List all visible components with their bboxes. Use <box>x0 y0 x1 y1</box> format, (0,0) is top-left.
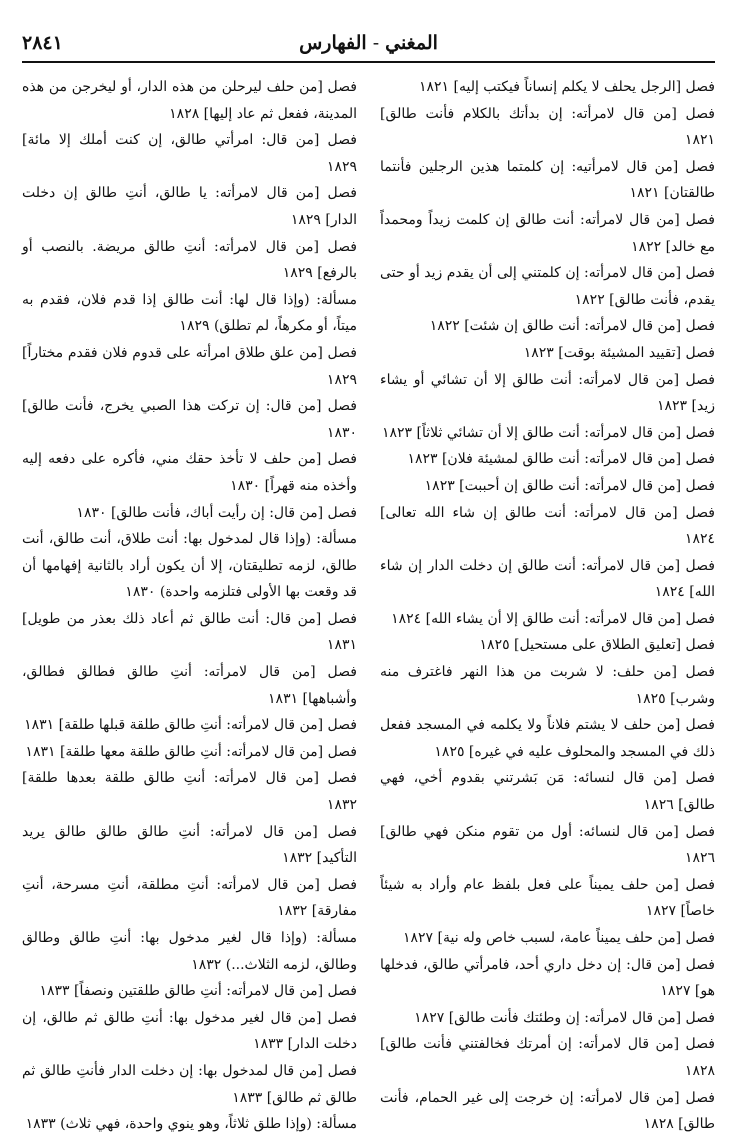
left-column <box>22 74 357 1138</box>
index-entry: فصل [من قال لامرأته: أنتِ طالق طلقة بعدها طلقة] ١٨٣٢ <box>22 770 357 814</box>
index-entry: مسألة: (وإذا قال لها: أنت طالق إذا قدم فلان، فقدم به ميتاً، أو مكرهاً، لم تطلق) ١٨٢٩ <box>22 291 357 335</box>
index-entry: فصل [من حلف: لا شربت من هذا النهر فاغترف منه وشرب] ١٨٢٥ <box>380 664 715 707</box>
index-entry: فصل [من قال لامرأته: أنت طالق إن دخلت الدار إن شاء الله] ١٨٢٤ <box>380 557 715 601</box>
index-entry: فصل [من حلف ليرحلن من هذه الدار، أو ليخرجن من هذه المدينة، ففعل ثم عاد إليها] ١٨٢٨ <box>22 79 357 122</box>
index-entry: فصل [من قال لغير مدخول بها: أنتِ طالق ثم طالق، إن دخلت الدار] ١٨٣٣ <box>22 1009 357 1053</box>
index-entry: فصل [الرجل يحلف لا يكلم إنساناً فيكتب إليه] ١٨٢١ <box>418 79 715 95</box>
book-title: المغني <box>385 32 438 54</box>
index-entry: فصل [من قال لامرأته: أنت طالق إلا أن تشائي ثلاثاً] ١٨٢٣ <box>382 424 715 441</box>
header-rule <box>22 61 715 63</box>
index-columns <box>22 74 715 1133</box>
index-entry: فصل [من قال لامرأته: أنت طالق إن كلمت زيداً ومحمداً مع خالد] ١٨٢٢ <box>380 211 715 255</box>
index-entry: فصل [من قال لامرأته: إن بدأتك بالكلام فأنت طالق] ١٨٢١ <box>380 105 715 149</box>
index-entry: فصل [من قال لامرأته: إن كلمتني إلى أن يقدم زيد أو حتى يقدم، فأنت طالق] ١٨٢٢ <box>380 265 715 308</box>
index-entry: فصل [من قال لامرأته: أنتِ طالق طلقة معها طلقة] ١٨٣١ <box>25 743 357 760</box>
index-entry: مسألة: (وإذا قال لغير مدخول بها: أنتِ طالق وطالق وطالق، لزمه الثلاث...) ١٨٣٢ <box>22 930 357 973</box>
index-entry: فصل [من قال لامرأته: أنتِ طالق مريضة. بالنصب أو بالرفع] ١٨٢٩ <box>22 238 357 282</box>
page-header <box>22 30 715 62</box>
index-entry: فصل [من قال: إن دخل داري أحد، فامرأتي طالق، فدخلها هو] ١٨٢٧ <box>380 956 715 1000</box>
index-entry: فصل [من قال لامرأته: أنتِ طالق طلقة قبلها طلقة] ١٨٣١ <box>24 717 357 734</box>
index-page <box>22 30 715 1133</box>
index-entry: فصل [من قال لامرأته: أنتِ طالق طلقتين ونصفاً] ١٨٣٣ <box>39 983 357 1000</box>
index-entry: فصل [تعليق الطلاق على مستحيل] ١٨٢٥ <box>479 637 715 654</box>
index-entry: فصل [من قال لامرأته: أنت طالق إن أحببت] ١٨٢٣ <box>424 477 715 494</box>
index-entry: مسألة: (وإذا قال لمدخول بها: أنت طلاق، أنت طالق، أنت طالق، لزمه تطليقتان، إلا أن يكون أراد بالثانية إفهامها أن قد وقعت بها الأولى فتلزمه واحدة) ١٨٣٠ <box>22 531 357 601</box>
index-entry: فصل [من قال لامرأته: أنت طالق إلا أن يشاء الله] ١٨٢٤ <box>391 610 715 627</box>
index-entry: فصل [من حلف يميناً عامة، لسبب خاص وله نية] ١٨٢٧ <box>402 930 715 946</box>
index-entry: فصل [من قال لامرأتيه: إن كلمتما هذين الرجلين فأنتما طالقتان] ١٨٢١ <box>380 158 715 202</box>
index-entry: فصل [من قال لامرأته: أنت طالق لمشيئة فلان] ١٨٢٣ <box>407 451 715 468</box>
index-entry: فصل [من قال لامرأته: أنتِ مطلقة، أنتِ مسرحة، أنتِ مفارقة] ١٨٣٢ <box>22 876 357 920</box>
index-entry: فصل [من قال لامرأته: أنت طالق إن شاء الله تعالى] ١٨٢٤ <box>380 504 715 548</box>
index-entry: فصل [من قال لامرأته: أنتِ طالق فطالق فطالق، وأشباهها] ١٨٣١ <box>22 664 357 707</box>
running-title <box>22 32 715 54</box>
index-entry: فصل [من حلف لا يشتم فلاناً ولا يكلمه في المسجد ففعل ذلك في المسجد والمحلوف عليه في غيره] ١٨٢٥ <box>380 717 715 760</box>
index-entry: فصل [من حلف لا تأخذ حقك مني، فأكره على دفعه إليه وأخذه منه قهراً] ١٨٣٠ <box>22 451 357 494</box>
right-column <box>380 74 715 1138</box>
index-entry: فصل [من قال: إن تركت هذا الصبي يخرج، فأنت طالق] ١٨٣٠ <box>22 398 357 441</box>
index-entry: فصل [من قال لامرأته: إن أمرتك فخالفتني فأنت طالق] ١٨٢٨ <box>380 1036 715 1079</box>
index-entry: مسألة: (وإذا طلق ثلاثاً، وهو ينوي واحدة، فهي ثلاث) ١٨٣٣ <box>25 1116 357 1133</box>
index-entry: فصل [من قال: أنت طالق ثم أعاد ذلك بعذر من طويل] ١٨٣١ <box>22 610 357 654</box>
index-entry: فصل [من قال لنسائه: مَن بَشرتني بقدوم أخي، فهي طالق] ١٨٢٦ <box>380 770 715 814</box>
index-entry: فصل [من قال: إن رأيت أباك، فأنت طالق] ١٨٣٠ <box>76 504 357 521</box>
index-entry: فصل [من قال لامرأته: يا طالق، أنتِ طالق إن دخلت الدار] ١٨٢٩ <box>22 185 357 228</box>
index-entry: فصل [من قال لامرأته: أنت طالق إن شئت] ١٨٢٢ <box>429 318 715 335</box>
index-entry: فصل [من علق طلاق امرأته على قدوم فلان فقدم مختاراً] ١٨٢٩ <box>22 344 357 388</box>
index-entry: فصل [من قال لامرأته: إن خرجت إلى غير الحمام، فأنت طالق] ١٨٢٨ <box>380 1089 715 1133</box>
index-entry: فصل [من حلف يميناً على فعل بلفظ عام وأراد به شيئاً خاصاً] ١٨٢٧ <box>380 876 715 920</box>
index-entry: فصل [من قال لامرأته: إن وطئتك فأنت طالق] ١٨٢٧ <box>414 1009 715 1026</box>
title-separator: - <box>372 32 380 54</box>
section-title: الفهارس <box>299 32 367 54</box>
index-entry: فصل [من قال لنسائه: أول من تقوم منكن فهي طالق] ١٨٢٦ <box>380 823 715 867</box>
index-entry: فصل [من قال لمدخول بها: إن دخلت الدار فأنتِ طالق ثم طالق ثم طالق] ١٨٣٣ <box>22 1062 357 1106</box>
index-entry: فصل [تقييد المشيئة بوقت] ١٨٢٣ <box>523 344 715 361</box>
index-entry: فصل [من قال لامرأته: أنتِ طالق طالق طالق يريد التأكيد] ١٨٣٢ <box>22 823 357 867</box>
page-number: ٢٨٤١ <box>22 32 63 54</box>
index-entry: فصل [من قال لامرأته: أنت طالق إلا أن تشائي أو يشاء زيد] ١٨٢٣ <box>380 371 715 415</box>
index-entry: فصل [من قال: امرأتي طالق، إن كنت أملك إلا مائة] ١٨٢٩ <box>22 132 357 175</box>
